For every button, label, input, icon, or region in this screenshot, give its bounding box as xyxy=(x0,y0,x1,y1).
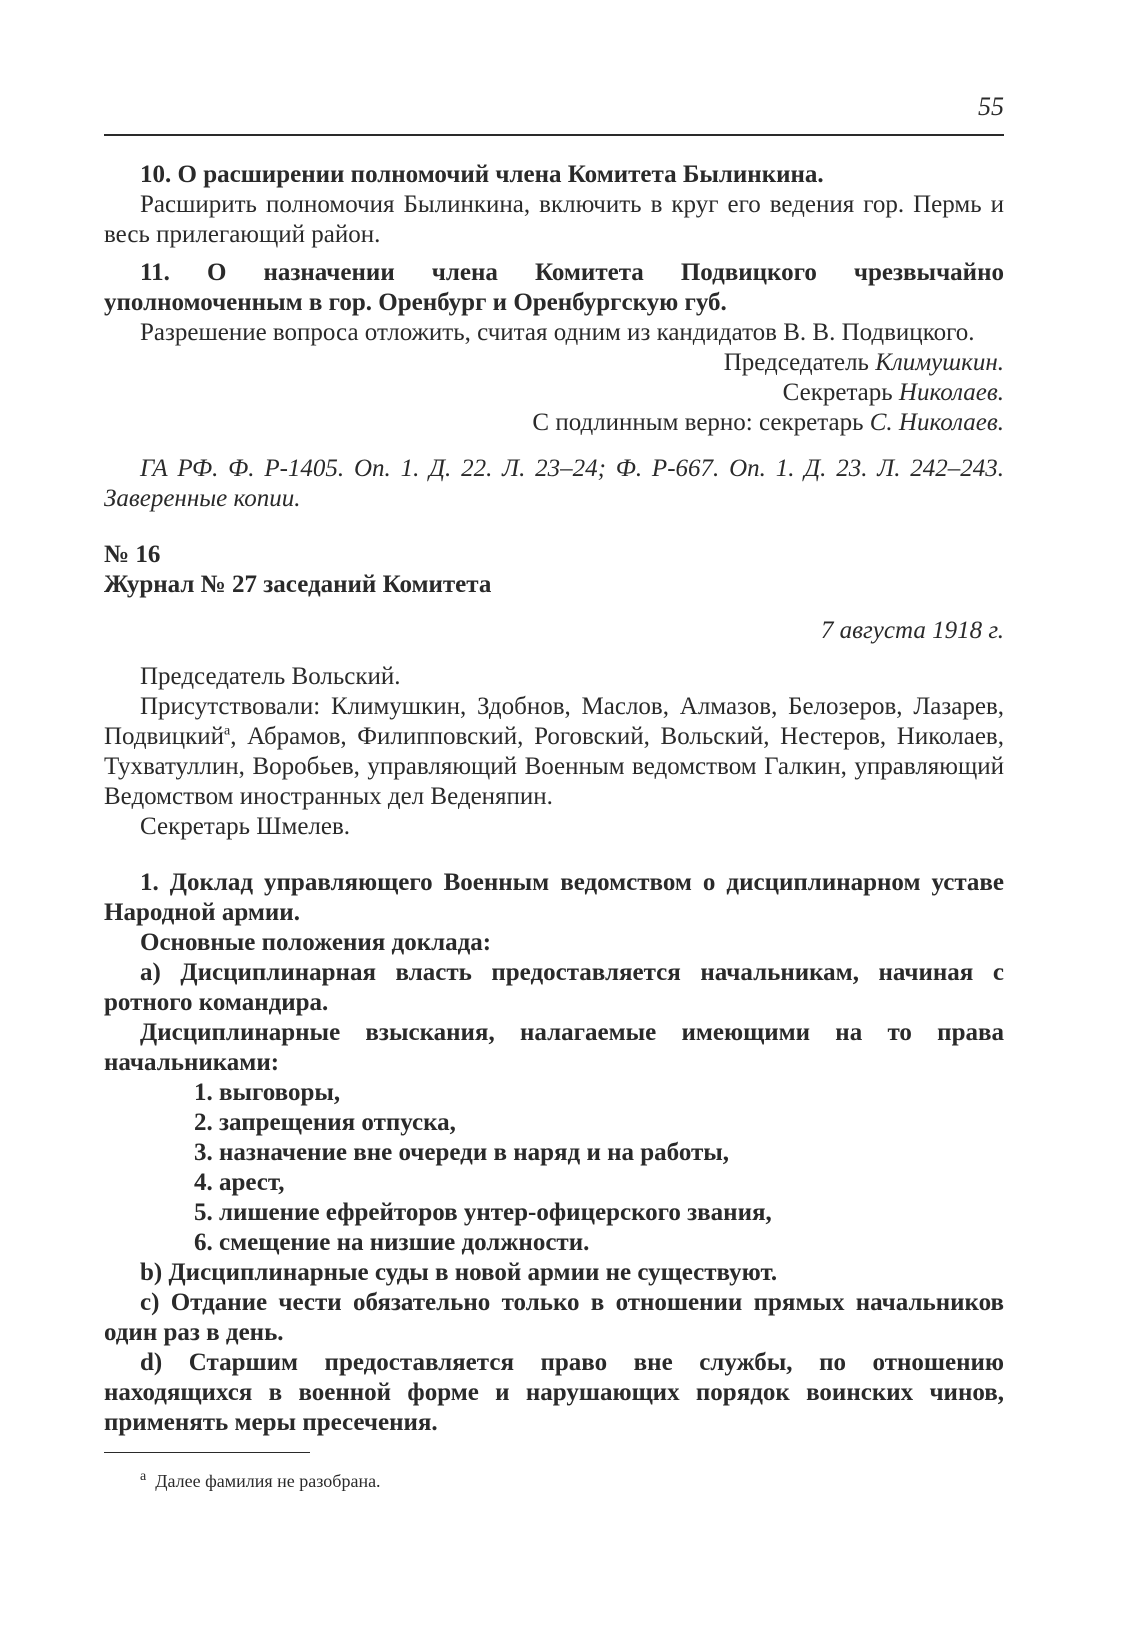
attendees-paragraph: Присутствовали: Климушкин, Здобнов, Маслов, Алмазов, Белозеров, Лазарев, Подвицкий$^а$, Абрамов, Филипповский, Роговский, Вольский, Нестеров, Николаев, Тухватуллин, Воробьев, управляющий Военным ведомством Галкин, управляющий Ведомством иностранных дел Веденяпин. xyxy=(104,693,1004,810)
list-item: 5. лишение ефрейторов унтер-офицерского звания, xyxy=(194,1199,772,1226)
page-number: 55 xyxy=(978,92,1004,121)
item11-title: 11. О назначении члена Комитета Подвицкого чрезвычайно уполномоченным в гор. Оренбург и Оренбургскую губ. xyxy=(104,259,1004,316)
item1-title: 1. Доклад управляющего Военным ведомством о дисциплинарном уставе Народной армии. xyxy=(104,869,1004,926)
point-d: d) Старшим предоставляется право вне службы, по отношению находящихся в военной форме и нарушающих порядок воинских чинов, применять меры пресечения. xyxy=(104,1349,1004,1436)
list-item: 4. арест, xyxy=(194,1169,285,1196)
document-title: Журнал № 27 заседаний Комитета xyxy=(104,571,492,598)
item10-title: 10. О расширении полномочий члена Комитета Былинкина. xyxy=(140,161,824,188)
signature-secretary: Секретарь Николаев. xyxy=(782,379,1004,406)
penalties-list xyxy=(104,1078,1004,1258)
list-item: 6. смещение на низшие должности. xyxy=(194,1229,590,1256)
footnote-rule xyxy=(104,1452,310,1453)
list-item: 1. выговоры, xyxy=(194,1079,341,1106)
point-c: c) Отдание чести обязательно только в отношении прямых начальников один раз в день. xyxy=(104,1289,1004,1346)
footnote-mark: а xyxy=(140,1469,147,1484)
document-16 xyxy=(104,540,1004,1438)
header-rule xyxy=(104,134,1004,136)
signature-true-copy: С подлинным верно: секретарь С. Николаев. xyxy=(532,409,1004,436)
item11-text: Разрешение вопроса отложить, считая одним из кандидатов В. В. Подвицкого. xyxy=(140,319,975,346)
document-number: № 16 xyxy=(104,541,161,568)
list-item: 2. запрещения отпуска, xyxy=(194,1109,456,1136)
item10-text: Расширить полномочия Былинкина, включить в круг его ведения гор. Пермь и весь прилегающий район. xyxy=(104,191,1004,248)
point-a: a) Дисциплинарная власть предоставляется начальникам, начиная с ротного командира. xyxy=(104,959,1004,1016)
list-item: 3. назначение вне очереди в наряд и на работы, xyxy=(194,1139,730,1166)
main-points-heading: Основные положения доклада: xyxy=(140,929,492,956)
top-section xyxy=(104,160,1004,514)
footnote xyxy=(140,1470,381,1492)
chairman-line: Председатель Вольский. xyxy=(140,663,401,690)
penalties-intro: Дисциплинарные взыскания, налагаемые имеющими на то права начальниками: xyxy=(104,1019,1004,1076)
signature-chair: Председатель Климушкин. xyxy=(723,349,1004,376)
footnote-text: Далее фамилия не разобрана. xyxy=(155,1471,381,1491)
document-date: 7 августа 1918 г. xyxy=(820,617,1004,644)
archive-reference: ГА РФ. Ф. Р-1405. Оп. 1. Д. 22. Л. 23–24; Ф. Р-667. Оп. 1. Д. 23. Л. 242–243. Заверенные копии. xyxy=(104,455,1004,512)
point-b: b) Дисциплинарные суды в новой армии не существуют. xyxy=(140,1259,778,1286)
footnote-ref: а xyxy=(224,723,231,739)
secretary-line: Секретарь Шмелев. xyxy=(140,813,351,840)
